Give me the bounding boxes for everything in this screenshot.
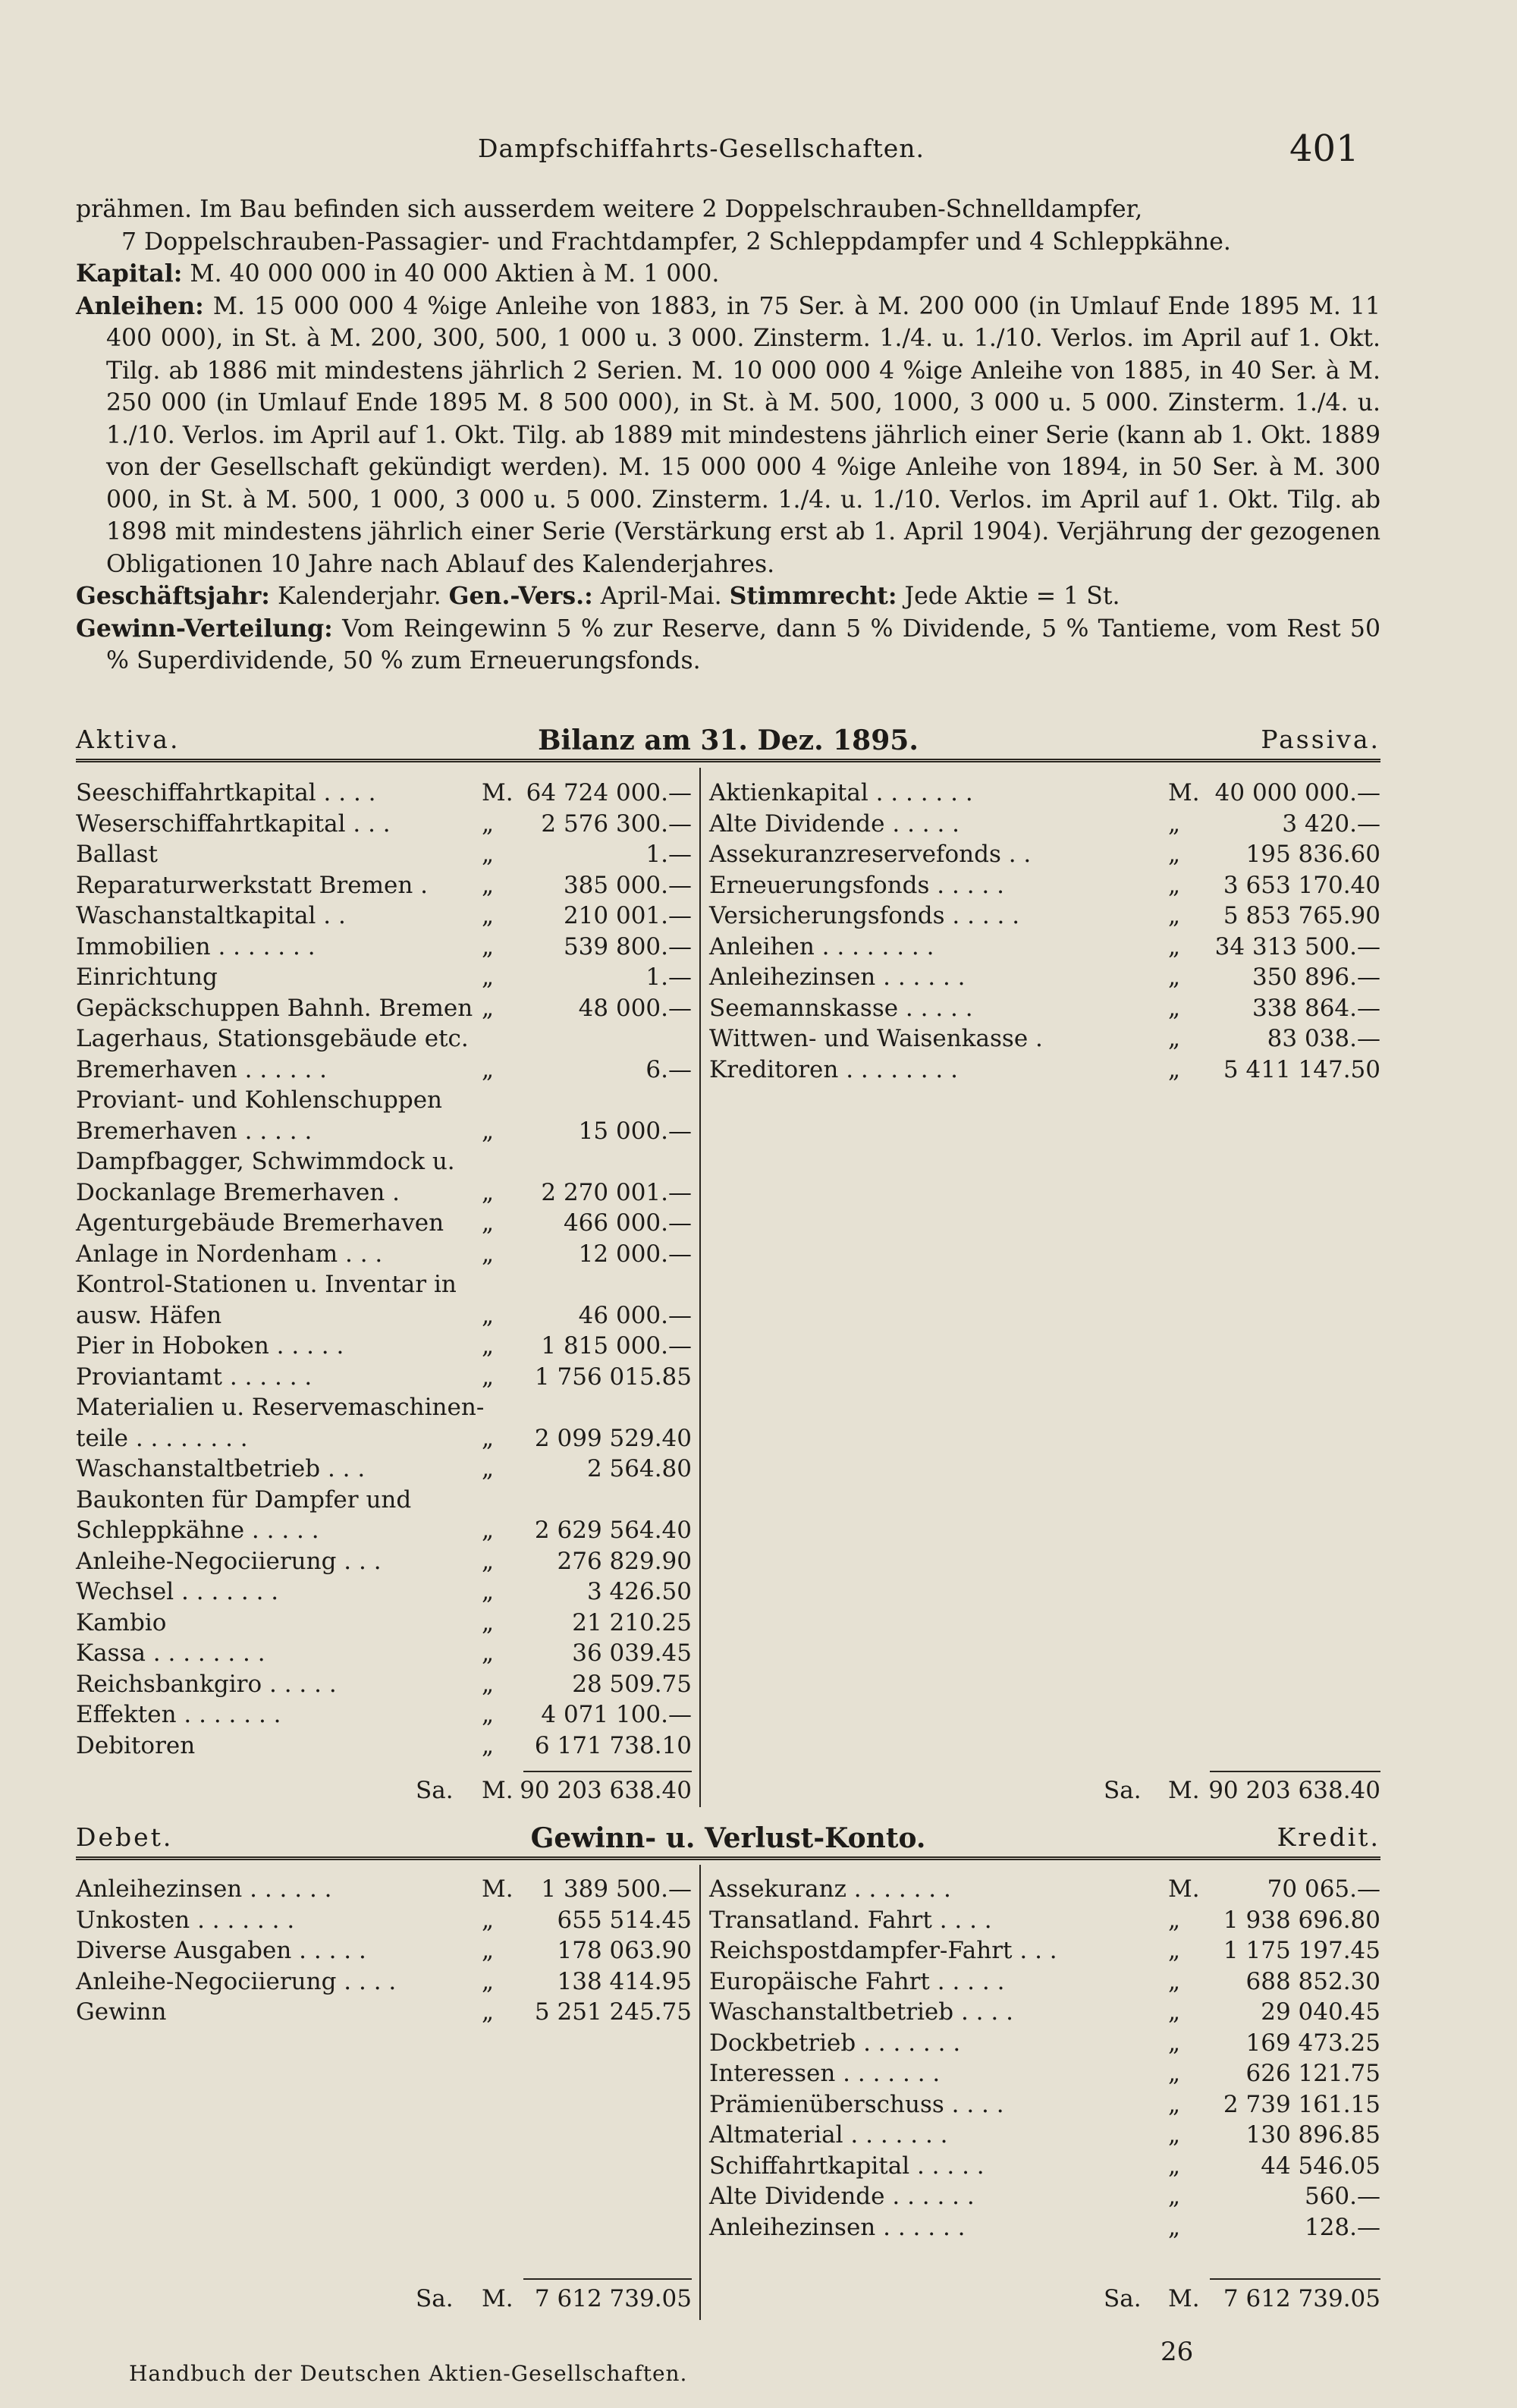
aktiva-heading: Aktiva. — [76, 725, 181, 754]
kredit-row-currency: „ — [1168, 2213, 1181, 2241]
aktiva-row-amount: 2 099 529.40 — [534, 1424, 692, 1452]
aktiva-row-amount: 1.— — [645, 964, 692, 991]
kredit-row-amount: 128.— — [1304, 2213, 1380, 2241]
debet-row-currency: „ — [482, 1937, 495, 1964]
aktiva-row-amount: 6.— — [645, 1055, 692, 1083]
kredit-row-label: Prämienüberschuss . . . . — [709, 2090, 1004, 2118]
passiva-row-amount: 83 038.— — [1267, 1025, 1380, 1052]
debet-sum-rule — [523, 2278, 692, 2280]
debet-row-currency: M. — [482, 1875, 514, 1903]
guv-divider — [699, 1865, 701, 2320]
aktiva-column — [76, 778, 692, 1761]
aktiva-row — [76, 1638, 692, 1669]
aktiva-row — [76, 809, 692, 840]
debet-sum — [76, 2284, 692, 2315]
aktiva-row-currency: „ — [482, 1731, 495, 1759]
aktiva-row-currency: „ — [482, 1608, 495, 1636]
aktiva-row — [76, 1239, 692, 1270]
aktiva-row-label: Proviantamt . . . . . . — [76, 1363, 313, 1391]
passiva-row-amount: 350 896.— — [1252, 964, 1380, 991]
aktiva-row-label: Agenturgebäude Bremerhaven — [76, 1209, 444, 1237]
kredit-heading: Kredit. — [1277, 1822, 1380, 1852]
passiva-row-currency: „ — [1168, 994, 1181, 1022]
aktiva-row-amount: 210 001.— — [563, 902, 692, 929]
aktiva-row-currency: „ — [482, 1209, 495, 1237]
intro-line: prähmen. Im Bau befinden sich ausserdem weitere 2 Doppelschrauben-Schnelldampfer, — [76, 196, 1143, 223]
guv-head — [76, 1815, 1380, 1856]
debet-row-amount: 178 063.90 — [557, 1937, 692, 1964]
aktiva-row-amount: 466 000.— — [563, 1209, 692, 1237]
kredit-row-currency: „ — [1168, 2121, 1181, 2149]
aktiva-row — [76, 1515, 692, 1546]
kredit-row-amount: 688 852.30 — [1245, 1967, 1380, 1995]
company-intro — [76, 193, 1380, 677]
kredit-sum-rule — [1210, 2278, 1380, 2280]
aktiva-row-currency: „ — [482, 871, 495, 899]
kredit-row-label: Altmaterial . . . . . . . — [709, 2121, 948, 2149]
anleihen-label: Anleihen: — [76, 291, 204, 320]
sr-text: Jede Aktie = 1 St. — [904, 583, 1120, 610]
kredit-row-currency: „ — [1168, 1998, 1181, 2026]
aktiva-row — [76, 1023, 692, 1055]
kredit-row-currency: M. — [1168, 1875, 1200, 1903]
kredit-row — [709, 2181, 1380, 2212]
kredit-row-label: Assekuranz . . . . . . . — [709, 1875, 951, 1903]
aktiva-row-label: Anleihe-Negociierung . . . — [76, 1547, 382, 1575]
guv-title: Gewinn- u. Verlust-Konto. — [530, 1822, 926, 1854]
anleihen-paragraph — [76, 291, 1380, 581]
passiva-row — [709, 870, 1380, 901]
passiva-row-label: Assekuranzreservefonds . . — [709, 841, 1032, 868]
debet-row — [76, 1874, 692, 1905]
passiva-row-amount: 5 853 765.90 — [1223, 902, 1380, 929]
debet-heading: Debet. — [76, 1822, 174, 1852]
aktiva-row-currency: „ — [482, 1578, 495, 1605]
debet-row-label: Anleihe-Negociierung . . . . — [76, 1967, 397, 1995]
aktiva-row-label: Gepäckschuppen Bahnh. Bremen — [76, 994, 473, 1022]
aktiva-row — [76, 839, 692, 870]
aktiva-row — [76, 1454, 692, 1485]
aktiva-total-amount: 90 203 638.40 — [520, 1777, 692, 1804]
passiva-total-currency: M. — [1168, 1777, 1200, 1804]
kredit-row-amount: 1 938 696.80 — [1223, 1906, 1380, 1934]
kapital-text: M. 40 000 000 in 40 000 Aktien à M. 1 000. — [190, 260, 720, 288]
aktiva-row — [76, 1208, 692, 1239]
passiva-sum — [709, 1775, 1380, 1806]
passiva-row-label: Kreditoren . . . . . . . . — [709, 1055, 958, 1083]
passiva-row-label: Wittwen- und Waisenkasse . — [709, 1025, 1043, 1052]
passiva-row-currency: „ — [1168, 1025, 1181, 1052]
kredit-row-label: Transatland. Fahrt . . . . — [709, 1906, 992, 1934]
kredit-row-label: Waschanstaltbetrieb . . . . — [709, 1998, 1013, 2026]
aktiva-row-amount: 28 509.75 — [572, 1670, 692, 1698]
passiva-row-amount: 338 864.— — [1252, 994, 1380, 1022]
kredit-total-amount: 7 612 739.05 — [1223, 2285, 1380, 2312]
aktiva-row-label: Dockanlage Bremerhaven . — [76, 1178, 400, 1206]
kredit-row-amount: 560.— — [1304, 2183, 1380, 2210]
aktiva-row-amount: 46 000.— — [578, 1301, 692, 1329]
aktiva-row — [76, 1300, 692, 1331]
passiva-total-amount: 90 203 638.40 — [1208, 1777, 1380, 1804]
aktiva-row-currency: „ — [482, 1301, 495, 1329]
kredit-row-label: Europäische Fahrt . . . . . — [709, 1967, 1005, 1995]
aktiva-row-currency: „ — [482, 841, 495, 868]
debet-total-currency: M. — [482, 2285, 514, 2312]
aktiva-row — [76, 932, 692, 963]
passiva-row-amount: 40 000 000.— — [1214, 779, 1380, 806]
aktiva-row-label: Bremerhaven . . . . . — [76, 1117, 313, 1145]
aktiva-row-amount: 276 829.90 — [557, 1547, 692, 1575]
aktiva-row-currency: „ — [482, 1178, 495, 1206]
debet-row-amount: 5 251 245.75 — [534, 1998, 692, 2026]
aktiva-row-currency: „ — [482, 1670, 495, 1698]
passiva-row-label: Anleihen . . . . . . . . — [709, 932, 934, 960]
aktiva-row — [76, 1331, 692, 1362]
kredit-row-currency: „ — [1168, 2090, 1181, 2118]
aktiva-row-label: Proviant- und Kohlenschuppen — [76, 1086, 443, 1114]
aktiva-row-amount: 64 724 000.— — [526, 779, 692, 806]
aktiva-row — [76, 1085, 692, 1116]
aktiva-row-amount: 48 000.— — [578, 994, 692, 1022]
kredit-row — [709, 2120, 1380, 2151]
aktiva-row-label: ausw. Häfen — [76, 1301, 222, 1329]
page-number: 401 — [1289, 127, 1359, 170]
debet-row-amount: 1 389 500.— — [541, 1875, 692, 1903]
kredit-row-amount: 29 040.45 — [1261, 1998, 1380, 2026]
debet-row-label: Diverse Ausgaben . . . . . — [76, 1937, 366, 1964]
aktiva-row-amount: 6 171 738.10 — [534, 1731, 692, 1759]
aktiva-row-currency: „ — [482, 964, 495, 991]
passiva-row-label: Alte Dividende . . . . . — [709, 809, 960, 838]
passiva-row-label: Seemannskasse . . . . . — [709, 994, 973, 1022]
kredit-row — [709, 1874, 1380, 1905]
aktiva-row — [76, 1608, 692, 1639]
kapital-label: Kapital: — [76, 259, 183, 288]
aktiva-row-currency: „ — [482, 1424, 495, 1452]
anleihen-text: M. 15 000 000 4 %ige Anleihe von 1883, in 75 Ser. à M. 200 000 (in Umlauf Ende 1895 M. 11 400 000), in St. à M. 200, 300, 500, 1 000 u. 3 000. Zinsterm. 1./4. u. 1./10. Verlos. im April auf 1. Okt. Tilg. ab 1886 mit mindestens jährlich 2 Serien. M. 10 000 000 4 %ige Anleihe von 1885, in 40 Ser. à M. 250 000 (in Umlauf Ende 1895 M. 8 500 000), in St. à M. 500, 1000, 3 000 u. 5 000. Zinsterm. 1./4. u. 1./10. Verlos. im April auf 1. Okt. Tilg. ab 1889 mit mindestens jährlich einer Serie (kann ab 1. Okt. 1889 von der Gesellschaft gekündigt werden). M. 15 000 000 4 %ige Anleihe von 1894, in 50 Ser. à M. 300 000, in St. à M. 500, 1 000, 3 000 u. 5 000. Zinsterm. 1./4. u. 1./10. Verlos. im April auf 1. Okt. Tilg. ab 1898 mit mindestens jährlich einer Serie (Verstärkung erst ab 1. April 1904). Verjährung der gezogenen Obligationen 10 Jahre nach Ablauf des Kalenderjahres. — [106, 292, 1381, 578]
debet-row-currency: „ — [482, 1906, 495, 1934]
kredit-row-currency: „ — [1168, 2183, 1181, 2210]
gv-text: April-Mai. — [600, 583, 722, 610]
debet-row-currency: „ — [482, 1998, 495, 2026]
aktiva-row-currency: „ — [482, 1117, 495, 1145]
passiva-row — [709, 1055, 1380, 1086]
kredit-row-amount: 169 473.25 — [1245, 2029, 1380, 2057]
aktiva-row-amount: 1.— — [645, 841, 692, 868]
aktiva-row — [76, 962, 692, 993]
bilanz-title: Bilanz am 31. Dez. 1895. — [538, 725, 919, 756]
aktiva-sum-rule — [523, 1771, 692, 1772]
kredit-total-label: Sa. — [1104, 2285, 1142, 2312]
aktiva-row-label: Seeschiffahrtkapital . . . . — [76, 779, 376, 806]
gj-label: Geschäftsjahr: — [76, 582, 270, 610]
passiva-row — [709, 993, 1380, 1024]
debet-row-label: Unkosten . . . . . . . — [76, 1906, 295, 1934]
bilanz-divider — [699, 768, 701, 1807]
aktiva-row — [76, 1699, 692, 1731]
kredit-row-amount: 70 065.— — [1267, 1875, 1380, 1903]
debet-row-amount: 655 514.45 — [557, 1906, 692, 1934]
kredit-row-amount: 2 739 161.15 — [1223, 2090, 1380, 2118]
debet-row-amount: 138 414.95 — [557, 1967, 692, 1995]
kredit-row-currency: „ — [1168, 1967, 1181, 1995]
running-title: Dampfschiffahrts-Gesellschaften. — [478, 134, 925, 163]
kredit-row-amount: 130 896.85 — [1245, 2121, 1380, 2149]
kredit-row — [709, 2028, 1380, 2059]
aktiva-row — [76, 1362, 692, 1393]
aktiva-row — [76, 1577, 692, 1608]
kredit-row — [709, 1966, 1380, 1998]
aktiva-row — [76, 993, 692, 1024]
aktiva-row-amount: 36 039.45 — [572, 1639, 692, 1667]
bilanz-rule — [76, 759, 1380, 762]
debet-row — [76, 1997, 692, 2028]
passiva-row-currency: „ — [1168, 964, 1181, 991]
sheet-signature: 26 — [1161, 2337, 1194, 2367]
aktiva-row-currency: „ — [482, 1547, 495, 1575]
aktiva-row-label: Immobilien . . . . . . . — [76, 932, 316, 960]
aktiva-row-currency: M. — [482, 779, 514, 806]
kredit-row-label: Schiffahrtkapital . . . . . — [709, 2152, 985, 2180]
bilanz-head — [76, 717, 1380, 759]
aktiva-row-amount: 3 426.50 — [586, 1578, 692, 1605]
aktiva-row-label: Weserschiffahrtkapital . . . — [76, 809, 391, 838]
aktiva-row-amount: 1 756 015.85 — [534, 1363, 692, 1391]
aktiva-row-currency: „ — [482, 932, 495, 960]
kredit-sum — [709, 2284, 1380, 2315]
kredit-row-amount: 626 121.75 — [1245, 2060, 1380, 2087]
kredit-row — [709, 1997, 1380, 2028]
aktiva-row — [76, 1423, 692, 1454]
passiva-row-label: Anleihezinsen . . . . . . — [709, 964, 966, 991]
passiva-row-amount: 34 313 500.— — [1214, 932, 1380, 960]
aktiva-row-label: Reichsbankgiro . . . . . — [76, 1670, 337, 1698]
passiva-row-label: Versicherungsfonds . . . . . — [709, 902, 1020, 929]
intro-line: 7 Doppelschrauben-Passagier- und Frachtdampfer, 2 Schleppdampfer und 4 Schleppkähne. — [121, 228, 1231, 256]
aktiva-row-amount: 21 210.25 — [572, 1608, 692, 1636]
aktiva-row-amount: 1 815 000.— — [541, 1332, 692, 1360]
aktiva-row — [76, 1669, 692, 1700]
aktiva-row-currency: „ — [482, 809, 495, 838]
passiva-row — [709, 932, 1380, 963]
aktiva-row-label: Debitoren — [76, 1731, 196, 1759]
aktiva-row — [76, 1116, 692, 1147]
kredit-row-currency: „ — [1168, 1937, 1181, 1964]
debet-row — [76, 1905, 692, 1936]
aktiva-row-label: Bremerhaven . . . . . . — [76, 1055, 328, 1083]
kredit-row-label: Interessen . . . . . . . — [709, 2060, 941, 2087]
passiva-row-amount: 5 411 147.50 — [1223, 1055, 1380, 1083]
aktiva-row — [76, 778, 692, 809]
passiva-row-currency: „ — [1168, 841, 1181, 868]
aktiva-row-amount: 385 000.— — [563, 871, 692, 899]
aktiva-total — [76, 1775, 692, 1806]
kredit-row-currency: „ — [1168, 2029, 1181, 2057]
debet-total-label: Sa. — [416, 2285, 454, 2312]
aktiva-row-currency: „ — [482, 1363, 495, 1391]
debet-row — [76, 1966, 692, 1998]
kredit-row-label: Reichspostdampfer-Fahrt . . . — [709, 1937, 1057, 1964]
aktiva-row-label: Schleppkähne . . . . . — [76, 1517, 319, 1544]
aktiva-row-currency: „ — [482, 1639, 495, 1667]
passiva-row — [709, 1023, 1380, 1055]
kredit-row-currency: „ — [1168, 2152, 1181, 2180]
aktiva-row-label: Kassa . . . . . . . . — [76, 1639, 265, 1667]
passiva-row-label: Erneuerungsfonds . . . . . — [709, 871, 1004, 899]
aktiva-row-label: Dampfbagger, Schwimmdock u. — [76, 1148, 455, 1175]
aktiva-row-amount: 2 270 001.— — [541, 1178, 692, 1206]
passiva-total-label: Sa. — [1104, 1777, 1142, 1804]
aktiva-row-currency: „ — [482, 1332, 495, 1360]
kredit-row — [709, 2212, 1380, 2243]
kredit-row-amount: 1 175 197.45 — [1223, 1937, 1380, 1964]
aktiva-row — [76, 870, 692, 901]
aktiva-row-label: teile . . . . . . . . — [76, 1424, 248, 1452]
kredit-row — [709, 2151, 1380, 2182]
aktiva-row — [76, 1055, 692, 1086]
aktiva-row-currency: „ — [482, 1240, 495, 1268]
debet-total — [76, 2284, 692, 2315]
aktiva-row-label: Waschanstaltbetrieb . . . — [76, 1455, 366, 1482]
aktiva-row-label: Wechsel . . . . . . . — [76, 1578, 279, 1605]
passiva-row-amount: 195 836.60 — [1245, 841, 1380, 868]
aktiva-row — [76, 1146, 692, 1177]
debet-row-label: Anleihezinsen . . . . . . — [76, 1875, 332, 1903]
passiva-row-currency: „ — [1168, 809, 1181, 838]
aktiva-row-label: Baukonten für Dampfer und — [76, 1485, 412, 1514]
kredit-total-currency: M. — [1168, 2285, 1200, 2312]
kredit-row — [709, 2089, 1380, 2120]
passiva-heading: Passiva. — [1261, 725, 1380, 754]
aktiva-row-currency: „ — [482, 1055, 495, 1083]
kredit-row — [709, 1935, 1380, 1966]
aktiva-row-label: Pier in Hoboken . . . . . — [76, 1332, 344, 1360]
aktiva-row-label: Kontrol-Stationen u. Inventar in — [76, 1271, 457, 1298]
kredit-total — [709, 2284, 1380, 2315]
passiva-row-currency: M. — [1168, 779, 1200, 806]
aktiva-row-label: Einrichtung — [76, 964, 218, 991]
passiva-row — [709, 962, 1380, 993]
gj-text: Kalenderjahr. — [277, 583, 441, 610]
kapital-paragraph — [76, 258, 1380, 291]
aktiva-row-label: Kambio — [76, 1608, 167, 1636]
kredit-row — [709, 1905, 1380, 1936]
kredit-row-label: Dockbetrieb . . . . . . . — [709, 2029, 961, 2057]
passiva-total — [709, 1775, 1380, 1806]
passiva-row — [709, 839, 1380, 870]
aktiva-row-amount: 2 629 564.40 — [534, 1517, 692, 1544]
aktiva-row — [76, 1177, 692, 1209]
footer-imprint: Handbuch der Deutschen Aktien-Gesellschaften. — [129, 2361, 688, 2386]
geschaeftsjahr-paragraph — [76, 580, 1380, 613]
guv-rule — [76, 1856, 1380, 1860]
passiva-row — [709, 809, 1380, 840]
aktiva-row — [76, 1546, 692, 1577]
passiva-row-currency: „ — [1168, 1055, 1181, 1083]
aktiva-row-amount: 4 071 100.— — [541, 1701, 692, 1728]
passiva-row-currency: „ — [1168, 871, 1181, 899]
aktiva-row-label: Materialien u. Reservemaschinen- — [76, 1394, 485, 1421]
aktiva-row-amount: 539 800.— — [563, 932, 692, 960]
kredit-row-label: Alte Dividende . . . . . . — [709, 2183, 975, 2210]
aktiva-row-label: Effekten . . . . . . . — [76, 1701, 281, 1728]
aktiva-row — [76, 1269, 692, 1300]
passiva-row-currency: „ — [1168, 902, 1181, 929]
aktiva-total-label: Sa. — [416, 1777, 454, 1804]
debet-row-currency: „ — [482, 1967, 495, 1995]
sr-label: Stimmrecht: — [729, 582, 897, 610]
aktiva-row-label: Anlage in Nordenham . . . — [76, 1240, 383, 1268]
debet-column — [76, 1874, 692, 2028]
aktiva-row — [76, 1731, 692, 1762]
kredit-row-currency: „ — [1168, 2060, 1181, 2087]
aktiva-total-currency: M. — [482, 1777, 514, 1804]
running-head — [0, 127, 1517, 173]
gw-label: Gewinn-Verteilung: — [76, 614, 333, 643]
aktiva-row-currency: „ — [482, 1455, 495, 1482]
passiva-sum-rule — [1210, 1771, 1380, 1772]
passiva-row — [709, 778, 1380, 809]
aktiva-row-currency: „ — [482, 994, 495, 1022]
gv-label: Gen.-Vers.: — [448, 582, 593, 610]
debet-row-label: Gewinn — [76, 1998, 167, 2026]
kredit-row — [709, 2058, 1380, 2089]
aktiva-row-amount: 12 000.— — [578, 1240, 692, 1268]
kredit-row-currency: „ — [1168, 1906, 1181, 1934]
gw-text: Vom Reingewinn 5 % zur Reserve, dann 5 % Dividende, 5 % Tantieme, vom Rest 50 % Superdividende, 50 % zum Erneuerungsfonds. — [106, 615, 1380, 674]
kredit-row-amount: 44 546.05 — [1261, 2152, 1380, 2180]
aktiva-row — [76, 1392, 692, 1423]
passiva-row-label: Aktienkapital . . . . . . . — [709, 779, 973, 806]
kredit-row-label: Anleihezinsen . . . . . . — [709, 2213, 966, 2241]
aktiva-row-amount: 2 576 300.— — [541, 809, 692, 838]
aktiva-row — [76, 1485, 692, 1516]
aktiva-row-amount: 2 564.80 — [586, 1455, 692, 1482]
aktiva-row-currency: „ — [482, 1517, 495, 1544]
gewinn-verteilung-paragraph — [76, 613, 1380, 677]
aktiva-row-label: Waschanstaltkapital . . — [76, 902, 346, 929]
passiva-row-amount: 3 420.— — [1282, 809, 1380, 838]
aktiva-row-currency: „ — [482, 902, 495, 929]
aktiva-sum — [76, 1775, 692, 1806]
aktiva-row-currency: „ — [482, 1701, 495, 1728]
passiva-row-currency: „ — [1168, 932, 1181, 960]
aktiva-row-label: Reparaturwerkstatt Bremen . — [76, 871, 429, 899]
passiva-column — [709, 778, 1380, 1085]
passiva-row-amount: 3 653 170.40 — [1223, 871, 1380, 899]
aktiva-row-label: Ballast — [76, 841, 158, 868]
aktiva-row-label: Lagerhaus, Stationsgebäude etc. — [76, 1025, 469, 1052]
debet-row — [76, 1935, 692, 1966]
passiva-row — [709, 901, 1380, 932]
kredit-column — [709, 1874, 1380, 2243]
aktiva-row — [76, 901, 692, 932]
aktiva-row-amount: 15 000.— — [578, 1117, 692, 1145]
debet-total-amount: 7 612 739.05 — [534, 2285, 692, 2312]
